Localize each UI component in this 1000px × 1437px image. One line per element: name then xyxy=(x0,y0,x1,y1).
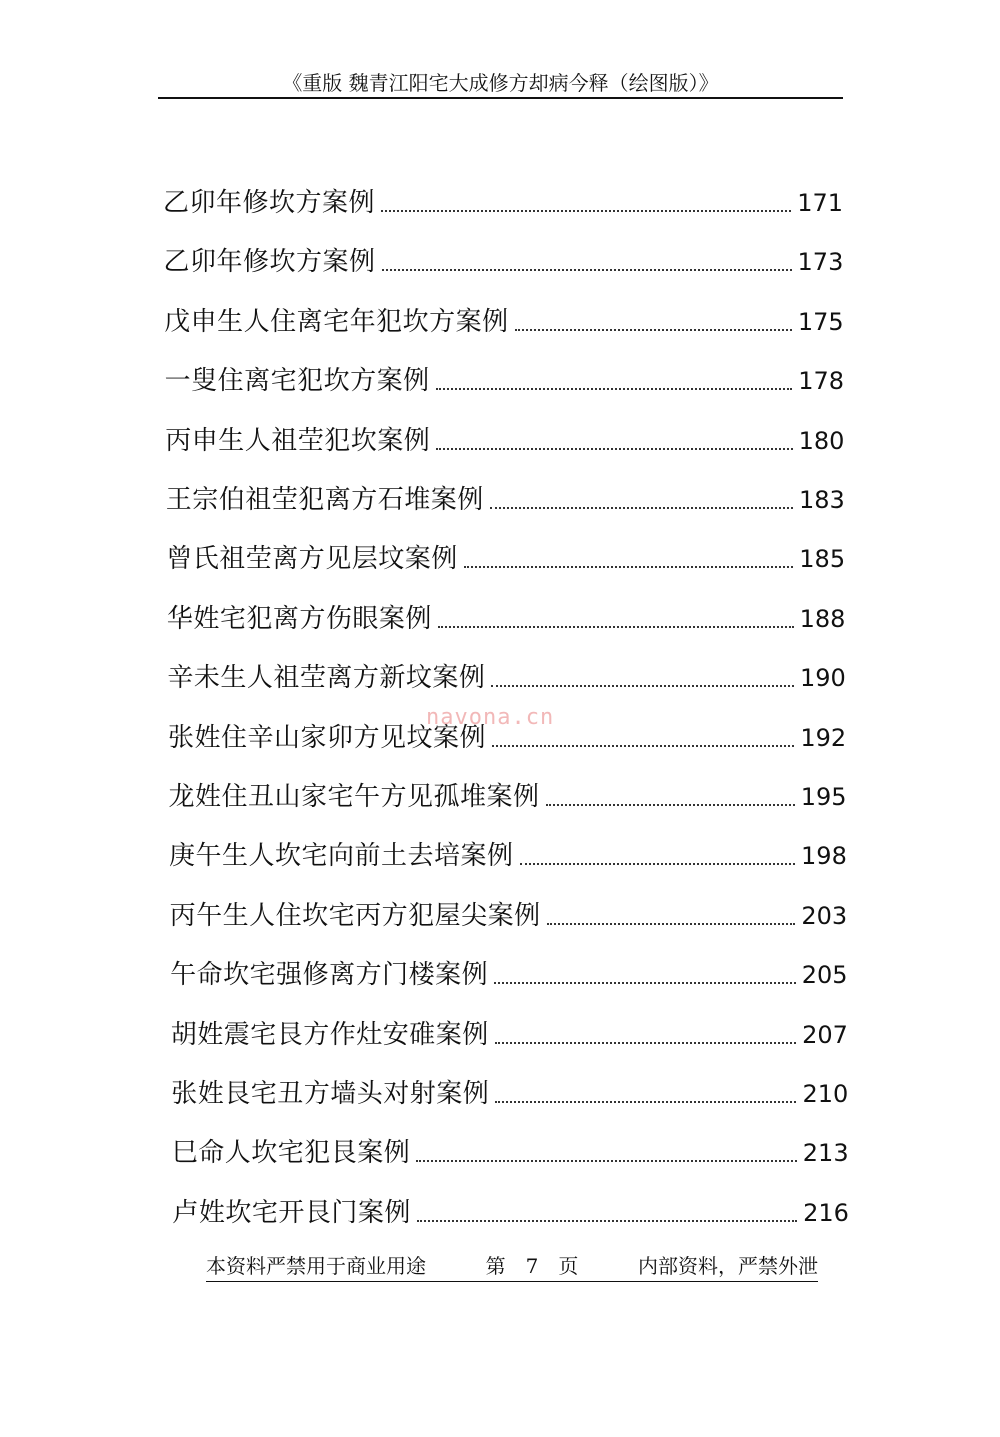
toc-entry[interactable] xyxy=(166,480,845,520)
toc-dot-leader xyxy=(491,685,794,687)
toc-entry-page: 203 xyxy=(801,901,848,930)
toc-entry-page: 195 xyxy=(800,783,847,811)
toc-entry-page: 207 xyxy=(802,1020,848,1049)
toc-entry[interactable] xyxy=(169,777,847,817)
toc-entry-title: 胡姓震宅艮方作灶安碓案例 xyxy=(170,1019,489,1050)
toc-entry[interactable] xyxy=(165,361,844,401)
toc-dot-leader xyxy=(490,507,793,509)
toc-entry-page: 180 xyxy=(798,426,845,455)
toc-entry-title: 卢姓坎宅开艮门案例 xyxy=(172,1197,411,1228)
toc-dot-leader xyxy=(515,329,792,331)
toc-entry-title: 巳命人坎宅犯艮案例 xyxy=(171,1138,411,1169)
toc-entry-page: 183 xyxy=(798,486,845,514)
toc-entry[interactable] xyxy=(165,421,844,461)
toc-dot-leader xyxy=(546,804,795,806)
toc-entry[interactable] xyxy=(166,539,845,579)
toc-entry-page: 188 xyxy=(799,604,846,633)
toc-entry-title: 丙申生人祖茔犯坎案例 xyxy=(165,425,431,456)
toc-dot-leader xyxy=(464,566,793,568)
toc-entry-page: 190 xyxy=(799,664,846,693)
toc-entry-page: 173 xyxy=(797,248,844,277)
toc-entry-page: 216 xyxy=(803,1198,849,1227)
toc-entry-title: 曾氏祖茔离方见层坟案例 xyxy=(166,544,458,575)
toc-entry-page: 171 xyxy=(797,189,843,217)
footer-notice-left: 本资料严禁用于商业用途 xyxy=(206,1254,426,1278)
footer-notice-right: 内部资料，严禁外泄 xyxy=(637,1254,818,1278)
toc-dot-leader xyxy=(382,269,792,271)
toc-dot-leader xyxy=(495,1101,796,1103)
toc-entry-title: 辛未生人祖茔离方新坟案例 xyxy=(167,663,486,694)
toc-dot-leader xyxy=(494,982,796,984)
toc-entry-title: 张姓艮宅丑方墙头对射案例 xyxy=(171,1079,490,1109)
toc-dot-leader xyxy=(495,1042,796,1044)
toc-entry-title: 庚午生人坎宅向前土去培案例 xyxy=(169,841,514,872)
toc-entry[interactable] xyxy=(169,836,847,876)
toc-entry-title: 戊申生人住离宅年犯坎方案例 xyxy=(164,306,509,337)
toc-entry[interactable] xyxy=(171,1074,848,1114)
footer-page-number: 第 7 页 xyxy=(485,1254,579,1278)
toc-dot-leader xyxy=(381,210,791,212)
toc-entry[interactable] xyxy=(172,1133,849,1173)
toc-entry-title: 张姓住辛山家卯方见坟案例 xyxy=(167,722,486,753)
toc-entry-page: 198 xyxy=(801,842,847,871)
toc-entry[interactable] xyxy=(167,658,845,698)
toc-entry-page: 185 xyxy=(799,545,846,574)
watermark: navona.cn xyxy=(426,705,555,730)
toc-entry[interactable] xyxy=(172,1193,849,1233)
toc-entry[interactable] xyxy=(170,955,847,995)
toc-entry[interactable] xyxy=(171,1015,848,1055)
toc-dot-leader xyxy=(492,745,794,747)
toc-entry[interactable] xyxy=(167,599,846,639)
toc-entry[interactable] xyxy=(164,242,844,282)
toc-entry[interactable] xyxy=(164,302,844,342)
toc-entry-page: 213 xyxy=(802,1139,849,1168)
toc-entry[interactable] xyxy=(170,896,848,936)
toc-entry-title: 午命坎宅强修离方门楼案例 xyxy=(170,960,489,991)
toc-dot-leader xyxy=(547,923,796,925)
toc-entry-title: 丙午生人住坎宅丙方犯屋尖案例 xyxy=(169,900,541,931)
toc-entry-page: 205 xyxy=(801,961,848,990)
toc-entry-page: 192 xyxy=(800,723,847,752)
toc-entry-title: 龙姓住丑山家宅午方见孤堆案例 xyxy=(168,782,540,812)
toc-entry-title: 王宗伯祖茔犯离方石堆案例 xyxy=(165,485,484,515)
book-title: 《重版 魏青江阳宅大成修方却病今释（绘图版）》 xyxy=(282,71,719,95)
toc-entry-page: 210 xyxy=(802,1080,849,1108)
toc-entry-title: 一叟住离宅犯坎方案例 xyxy=(164,366,430,397)
toc-dot-leader xyxy=(417,1220,797,1222)
toc-entry-page: 178 xyxy=(798,367,845,396)
toc-entry-title: 乙卯年修坎方案例 xyxy=(163,247,376,278)
toc-dot-leader xyxy=(416,1160,796,1162)
toc-entry-title: 华姓宅犯离方伤眼案例 xyxy=(166,603,432,634)
toc-entry-page: 175 xyxy=(797,307,844,336)
toc-dot-leader xyxy=(436,388,793,390)
toc-entry[interactable] xyxy=(163,183,843,223)
toc-entry-title: 乙卯年修坎方案例 xyxy=(163,188,376,218)
toc-dot-leader xyxy=(520,863,795,865)
toc-dot-leader xyxy=(438,626,794,628)
toc-dot-leader xyxy=(436,448,792,450)
page-footer xyxy=(206,1252,818,1282)
